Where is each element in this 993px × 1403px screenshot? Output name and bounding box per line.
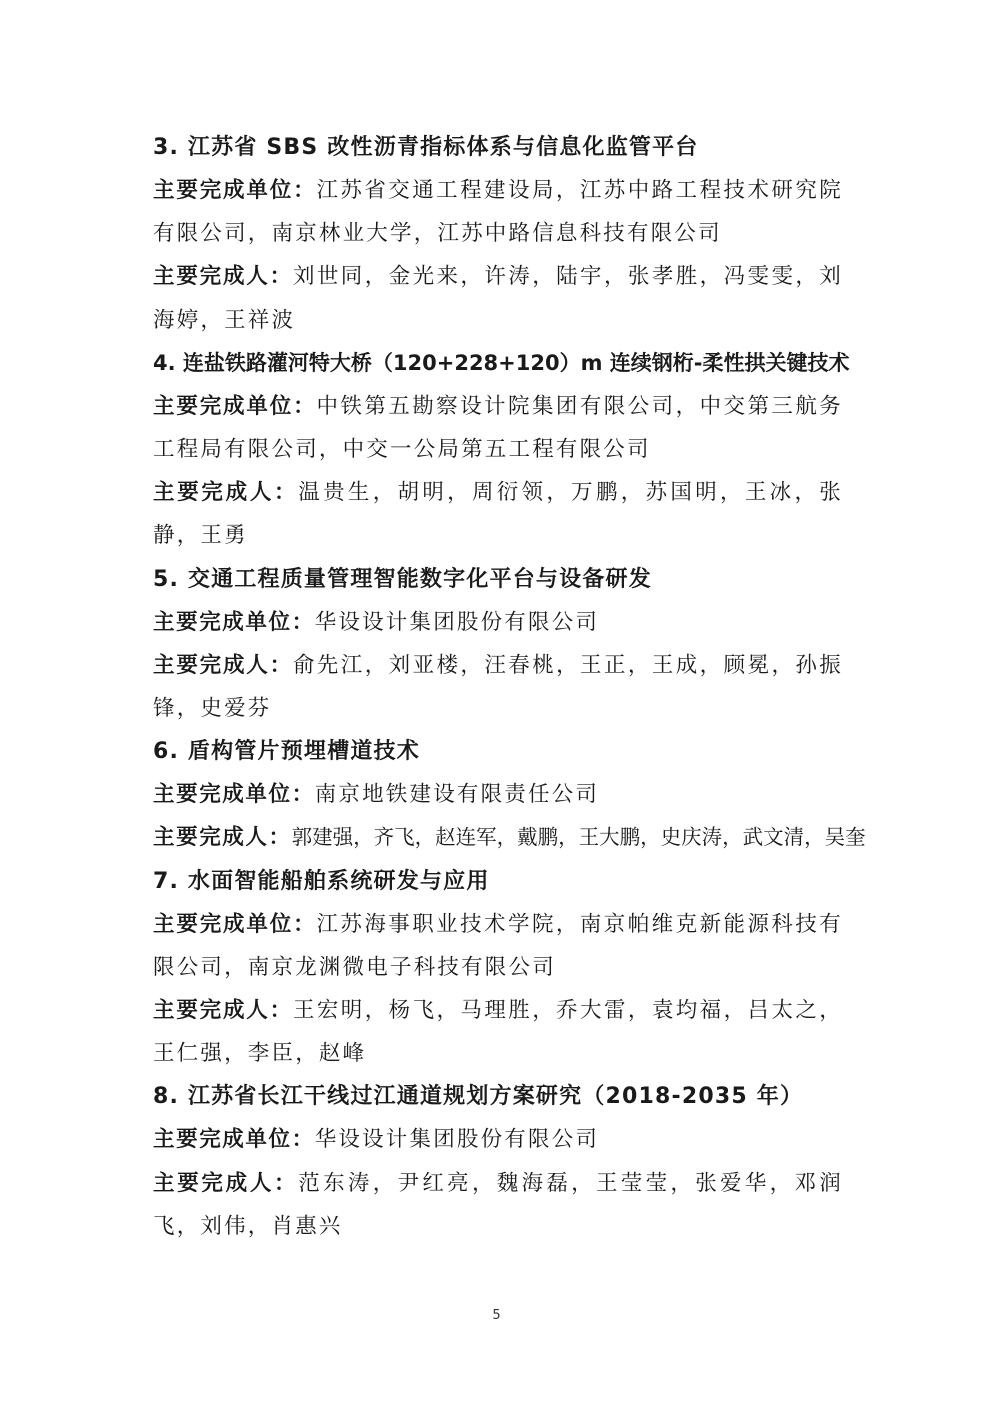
units-value: 中铁第五勘察设计院集团有限公司，中交第三航务工程局有限公司，中交一公局第五工程有限公司 xyxy=(153,393,844,463)
people-label: 主要完成人： xyxy=(153,998,293,1024)
units-value: 江苏海事职业技术学院，南京帕维克新能源科技有限公司，南京龙渊微电子科技有限公司 xyxy=(153,911,844,980)
people-value: 刘世同，金光来，许涛，陆宇，张孝胜，冯雯雯，刘海婷，王祥波 xyxy=(153,264,843,333)
units-value: 华设设计集团股份有限公司 xyxy=(314,1127,600,1153)
units-label: 主要完成单位： xyxy=(153,1127,315,1153)
entry-4 xyxy=(153,342,850,558)
units-label: 主要完成单位： xyxy=(153,911,317,937)
entry-people xyxy=(153,471,843,557)
people-label: 主要完成人： xyxy=(153,480,299,506)
people-value: 温贵生，胡明，周衍领，万鹏，苏国明，王冰，张静，王勇 xyxy=(153,480,843,549)
entry-title: 8. 江苏省长江干线过江通道规划方案研究（2018-2035 年） xyxy=(153,1084,804,1110)
entry-title: 4. 连盐铁路灌河特大桥（120+228+120）m 连续钢桁-柔性拱关键技术 xyxy=(153,350,850,375)
entry-title: 6. 盾构管片预埋槽道技术 xyxy=(153,739,420,765)
entry-units xyxy=(153,903,843,989)
units-label: 主要完成单位： xyxy=(153,609,315,635)
entry-people xyxy=(153,1162,843,1248)
people-label: 主要完成人： xyxy=(153,1170,299,1196)
document-body xyxy=(153,126,866,1248)
page-number: 5 xyxy=(492,1308,501,1323)
entry-units xyxy=(153,1118,843,1161)
people-label: 主要完成人： xyxy=(153,264,293,290)
people-value: 范东涛，尹红亮，魏海磊，王莹莹，张爱华，邓润飞，刘伟，肖惠兴 xyxy=(153,1170,843,1239)
entry-5 xyxy=(153,558,843,731)
people-label: 主要完成人： xyxy=(153,825,292,851)
entry-3 xyxy=(153,126,843,342)
entry-people xyxy=(153,816,866,859)
units-label: 主要完成单位： xyxy=(153,178,317,203)
entry-units xyxy=(153,169,843,255)
people-value: 王宏明，杨飞，马理胜，乔大雷，袁均福，吕太之，王仁强，李臣，赵峰 xyxy=(153,998,843,1067)
entry-title: 5. 交通工程质量管理智能数字化平台与设备研发 xyxy=(153,566,652,592)
units-value: 南京地铁建设有限责任公司 xyxy=(314,782,600,808)
units-value: 江苏省交通工程建设局，江苏中路工程技术研究院有限公司，南京林业大学，江苏中路信息科技有限公司 xyxy=(153,178,844,247)
people-label: 主要完成人： xyxy=(153,652,293,678)
entry-units xyxy=(153,601,843,644)
entry-6 xyxy=(153,730,866,859)
entry-title: 3. 江苏省 SBS 改性沥青指标体系与信息化监管平台 xyxy=(153,135,699,160)
units-label: 主要完成单位： xyxy=(153,782,315,808)
entry-7 xyxy=(153,860,843,1076)
entry-units xyxy=(153,385,843,471)
units-label: 主要完成单位： xyxy=(153,393,317,419)
entry-people xyxy=(153,255,843,341)
entry-people xyxy=(153,989,843,1075)
entry-title: 7. 水面智能船舶系统研发与应用 xyxy=(153,868,490,894)
entry-units xyxy=(153,773,843,816)
units-value: 华设设计集团股份有限公司 xyxy=(314,609,600,635)
entry-8 xyxy=(153,1075,843,1248)
people-value: 郭建强，齐飞，赵连军，戴鹏，王大鹏，史庆涛，武文清，吴奎 xyxy=(291,825,866,850)
entry-people xyxy=(153,644,843,730)
people-value: 俞先江，刘亚楼，汪春桃，王正，王成，顾冕，孙振锋，史爱芬 xyxy=(153,652,843,722)
